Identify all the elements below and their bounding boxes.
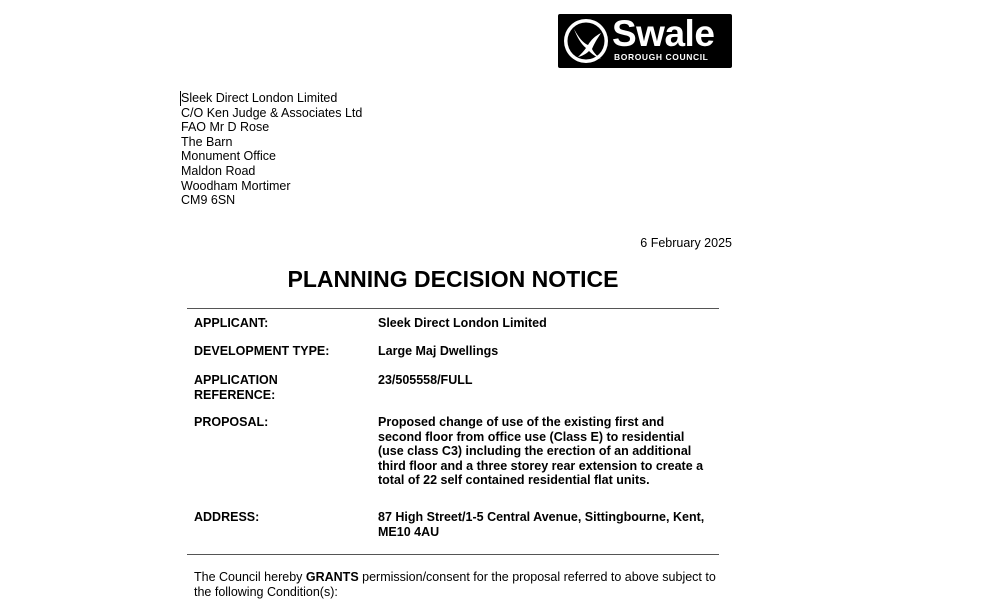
notice-title: PLANNING DECISION NOTICE: [287, 266, 619, 292]
address-line: Maldon Road: [181, 163, 256, 178]
council-logo: [558, 14, 732, 68]
decision-statement: [194, 570, 734, 599]
label-line: REFERENCE:: [194, 387, 276, 402]
label-line: APPLICATION: [194, 373, 278, 387]
proposal-line: second floor from office use (Class E) to residential: [378, 429, 685, 444]
application-reference-value: 23/505558/FULL: [378, 373, 473, 387]
applicant-label: APPLICANT:: [194, 316, 269, 330]
letter-date: 6 February 2025: [640, 236, 732, 250]
address-line: Sleek Direct London Limited: [181, 91, 338, 105]
address-line: Monument Office: [181, 149, 276, 164]
address-line: Woodham Mortimer: [181, 178, 291, 193]
site-address-line: 87 High Street/1-5 Central Avenue, Sittingbourne, Kent,: [378, 510, 705, 524]
decision-text: permission/consent for the proposal referred to above subject to: [358, 570, 716, 584]
recipient-address: [181, 91, 362, 208]
decision-grants: GRANTS: [305, 570, 359, 584]
proposal-line: Proposed change of use of the existing first and: [378, 415, 665, 429]
proposal-value: [378, 415, 723, 488]
top-divider: [187, 308, 719, 309]
applicant-value: Sleek Direct London Limited: [378, 316, 547, 330]
decision-line: [194, 570, 734, 585]
address-line: FAO Mr D Rose: [181, 120, 270, 135]
address-value: [378, 510, 723, 539]
site-address-line: ME10 4AU: [378, 524, 440, 539]
swallow-logo-icon: [561, 16, 611, 66]
address-label: ADDRESS:: [194, 510, 260, 524]
proposal-line: third floor and a three storey rear extension to create a: [378, 458, 704, 473]
proposal-line: (use class C3) including the erection of an additional: [378, 444, 692, 459]
logo-subtitle: BOROUGH COUNCIL: [614, 52, 709, 62]
proposal-line: total of 22 self contained residential flat units.: [378, 473, 650, 488]
address-line: CM9 6SN: [181, 193, 236, 208]
logo-wordmark: Swale: [612, 13, 715, 54]
development-type-label: DEVELOPMENT TYPE:: [194, 344, 330, 358]
application-reference-label: [194, 373, 364, 402]
development-type-value: Large Maj Dwellings: [378, 344, 499, 358]
bottom-divider: [187, 554, 719, 555]
address-line: The Barn: [181, 134, 233, 149]
proposal-label: PROPOSAL:: [194, 415, 269, 429]
decision-line: the following Condition(s):: [194, 584, 338, 599]
address-line: C/O Ken Judge & Associates Ltd: [181, 105, 363, 120]
decision-text: The Council hereby: [194, 570, 306, 584]
